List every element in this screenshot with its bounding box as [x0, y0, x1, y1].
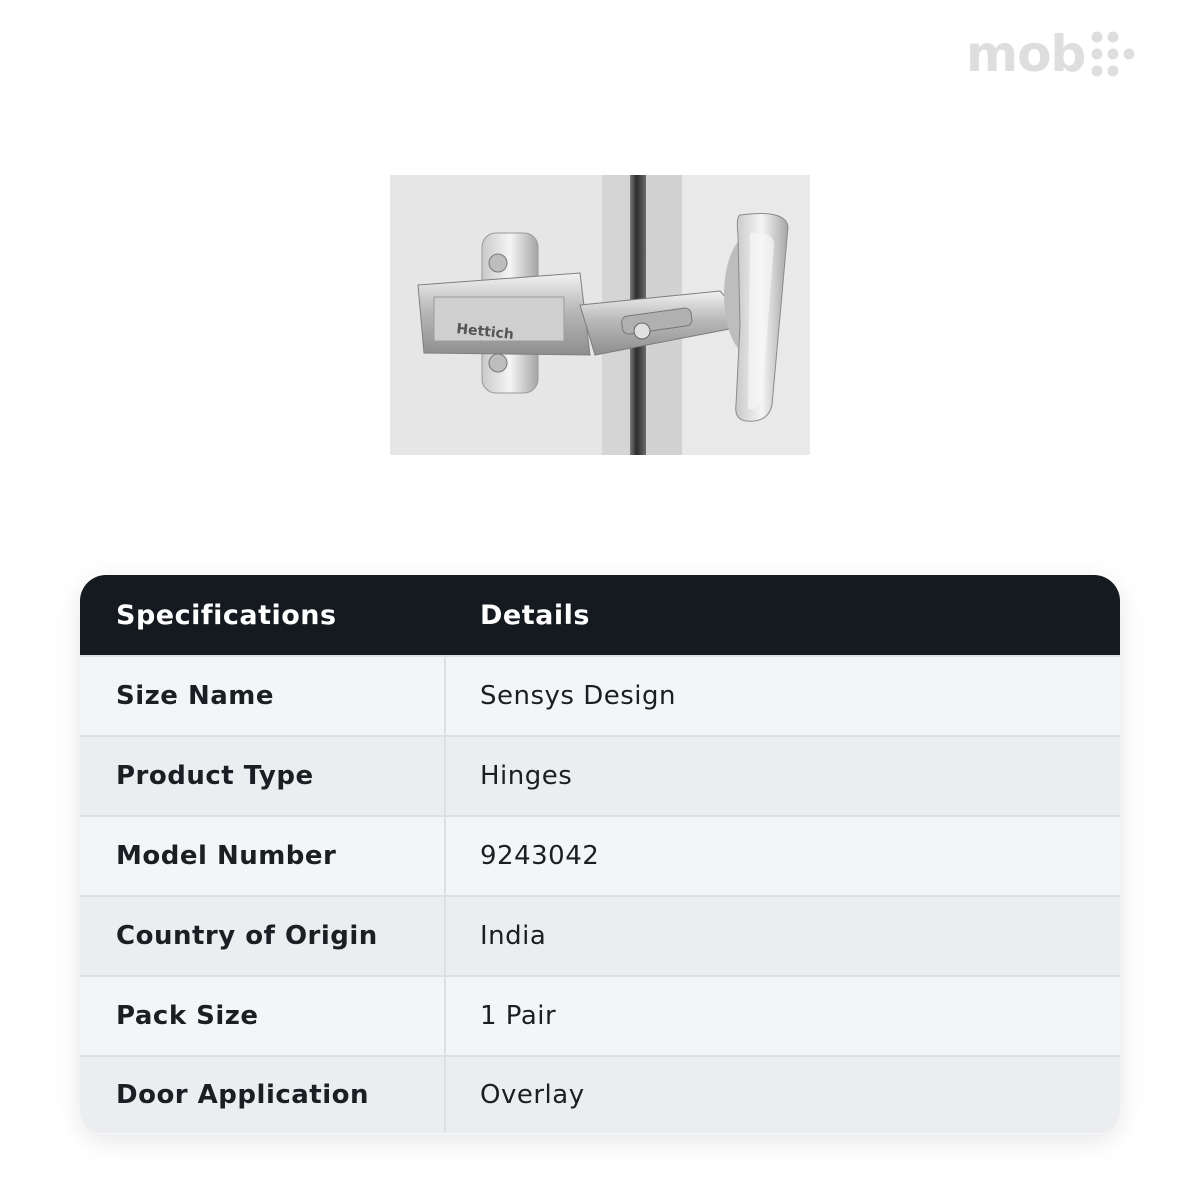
- spec-value: Hinges: [480, 761, 573, 791]
- table-row: [80, 1055, 1120, 1133]
- spec-value: 1 Pair: [480, 1001, 557, 1031]
- spec-label: Product Type: [80, 737, 446, 815]
- table-row: [80, 815, 1120, 895]
- spec-value: 9243042: [480, 841, 600, 871]
- table-row: [80, 735, 1120, 815]
- product-image: [390, 175, 810, 455]
- logo-dots-icon: [1089, 29, 1135, 79]
- brand-logo: [966, 26, 1135, 82]
- spec-value: Overlay: [480, 1080, 585, 1110]
- spec-label: Door Application: [80, 1057, 446, 1133]
- table-header-row: [80, 575, 1120, 655]
- header-specifications: Specifications: [116, 599, 337, 631]
- hettich-engraving: Hettich: [455, 321, 515, 344]
- table-row: [80, 895, 1120, 975]
- spec-value: India: [480, 921, 547, 951]
- hinge-illustration: [390, 175, 810, 455]
- header-details: Details: [480, 599, 590, 631]
- table-row: [80, 655, 1120, 735]
- specifications-table: [80, 575, 1120, 1135]
- spec-label: Country of Origin: [80, 897, 446, 975]
- spec-label: Model Number: [80, 817, 446, 895]
- spec-label: Size Name: [80, 657, 446, 735]
- brand-logo-text: mob: [966, 25, 1086, 83]
- spec-label: Pack Size: [80, 977, 446, 1055]
- table-row: [80, 975, 1120, 1055]
- spec-value: Sensys Design: [480, 681, 676, 711]
